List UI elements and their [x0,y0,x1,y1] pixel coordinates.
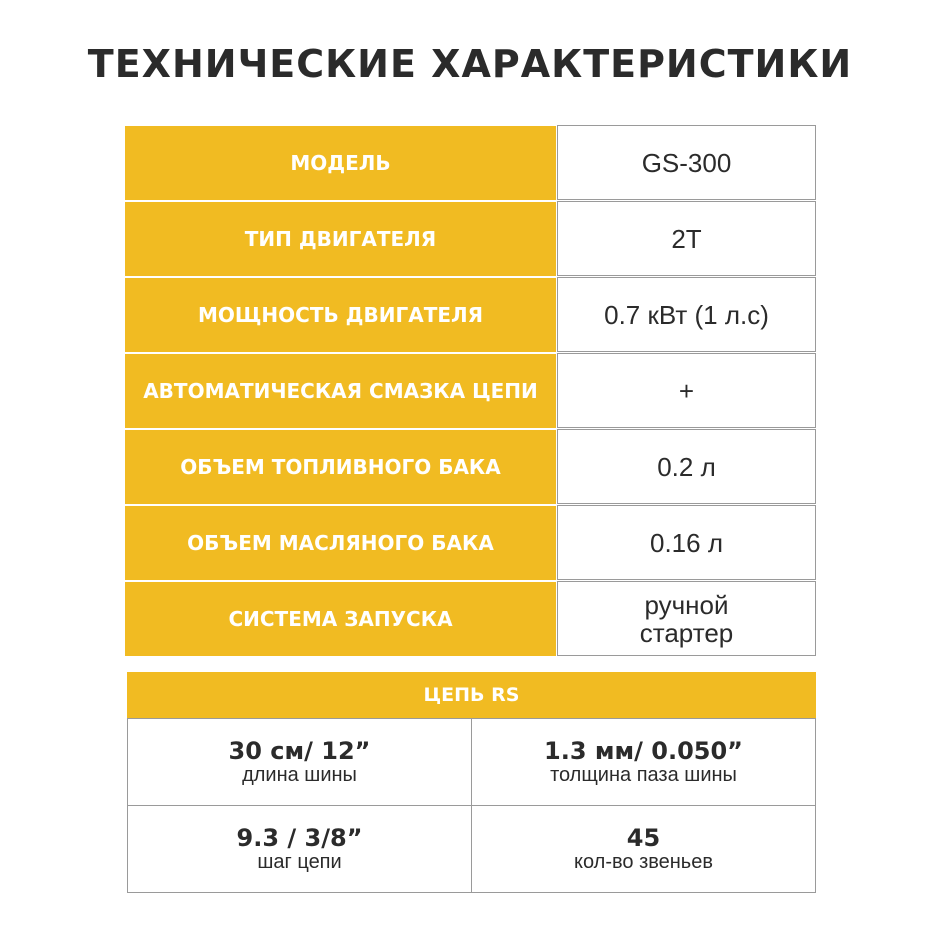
spec-value: ручной стартер [557,581,816,656]
page-title: ТЕХНИЧЕСКИЕ ХАРАКТЕРИСТИКИ [87,42,853,86]
spec-label: МОДЕЛЬ [125,125,556,200]
spec-value: 2T [557,201,816,276]
spec-row-model [125,125,816,200]
chain-section-header: ЦЕПЬ RS [127,672,816,718]
chain-cell-groove-width [471,718,816,806]
spec-value: + [557,353,816,428]
chain-value: 1.3 мм/ 0.050” [544,737,743,765]
spec-row-oil-tank [125,505,816,580]
chain-cell-pitch [127,805,472,893]
spec-label: ТИП ДВИГАТЕЛЯ [125,201,556,276]
spec-row-fuel-tank [125,429,816,504]
chain-caption: шаг цепи [257,851,342,873]
spec-label: АВТОМАТИЧЕСКАЯ СМАЗКА ЦЕПИ [125,353,556,428]
spec-value: 0.2 л [557,429,816,504]
chain-value: 9.3 / 3/8” [236,824,363,852]
chain-caption: длина шины [242,764,357,786]
spec-label: МОЩНОСТЬ ДВИГАТЕЛЯ [125,277,556,352]
spec-value: 0.7 кВт (1 л.с) [557,277,816,352]
spec-label: ОБЪЕМ ТОПЛИВНОГО БАКА [125,429,556,504]
chain-cell-bar-length [127,718,472,806]
spec-row-engine-power [125,277,816,352]
chain-value: 45 [626,824,661,852]
chain-value: 30 см/ 12” [228,737,371,765]
spec-value: 0.16 л [557,505,816,580]
spec-row-engine-type [125,201,816,276]
chain-cell-link-count [471,805,816,893]
chain-caption: толщина паза шины [550,764,737,786]
spec-label: ОБЪЕМ МАСЛЯНОГО БАКА [125,505,556,580]
spec-value: GS-300 [557,125,816,200]
chain-caption: кол-во звеньев [574,851,713,873]
spec-row-start-system [125,581,816,656]
spec-label: СИСТЕМА ЗАПУСКА [125,581,556,656]
chain-specs-grid [127,718,816,894]
spec-row-auto-lubrication [125,353,816,428]
